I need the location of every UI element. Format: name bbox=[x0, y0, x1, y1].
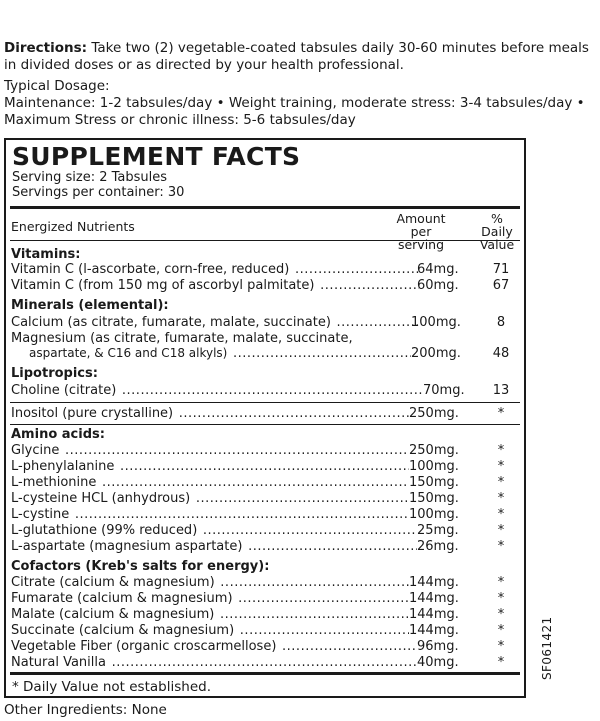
facts-title: SUPPLEMENT FACTS bbox=[12, 142, 301, 171]
nutrient-amount: 25mg. bbox=[417, 523, 459, 538]
nutrient-row bbox=[11, 623, 515, 638]
nutrient-row bbox=[11, 607, 515, 622]
header-divider bbox=[10, 206, 520, 209]
nutrient-name: Fumarate (calcium & magnesium) bbox=[11, 591, 233, 606]
nutrient-row bbox=[11, 459, 515, 474]
nutrient-amount: 144mg. bbox=[409, 607, 459, 622]
col-nutrients: Energized Nutrients bbox=[11, 219, 135, 234]
nutrient-name: Glycine bbox=[11, 443, 60, 458]
nutrient-row bbox=[11, 262, 515, 277]
nutrient-row bbox=[11, 539, 515, 554]
nutrient-row bbox=[11, 639, 515, 654]
nutrient-name: L-phenylalanine bbox=[11, 459, 115, 474]
nutrient-name: Citrate (calcium & magnesium) bbox=[11, 575, 215, 590]
nutrient-dv: * bbox=[497, 459, 505, 474]
section-amino-acids: Amino acids: bbox=[11, 427, 105, 442]
nutrient-name: L-glutathione (99% reduced) bbox=[11, 523, 198, 538]
nutrient-name: Natural Vanilla bbox=[11, 655, 106, 670]
nutrient-row bbox=[11, 507, 515, 522]
col-amount-line2: per serving bbox=[397, 224, 445, 252]
nutrient-dv: * bbox=[497, 655, 505, 670]
nutrient-dv: * bbox=[497, 475, 505, 490]
nutrient-name: L-cysteine HCL (anhydrous) bbox=[11, 491, 191, 506]
col-amount-line1: Amount bbox=[396, 211, 446, 226]
nutrient-name: Vegetable Fiber (organic croscarmellose) bbox=[11, 639, 277, 654]
section-minerals: Minerals (elemental): bbox=[11, 298, 169, 313]
nutrient-dv: 67 bbox=[492, 278, 510, 293]
nutrient-name: Malate (calcium & magnesium) bbox=[11, 607, 215, 622]
nutrient-row bbox=[11, 575, 515, 590]
nutrient-dv: 71 bbox=[492, 262, 510, 277]
nutrient-name: Calcium (as citrate, fumarate, malate, succinate) bbox=[11, 315, 331, 330]
nutrient-row bbox=[11, 443, 515, 458]
nutrient-name: Succinate (calcium & magnesium) bbox=[11, 623, 235, 638]
directions-block bbox=[4, 40, 596, 129]
nutrient-dv: * bbox=[497, 539, 505, 554]
section-vitamins: Vitamins: bbox=[11, 247, 81, 262]
nutrient-dv: * bbox=[497, 507, 505, 522]
serving-size: Serving size: 2 Tabsules bbox=[12, 170, 168, 185]
nutrient-dv: * bbox=[497, 406, 505, 421]
nutrient-dv: 13 bbox=[492, 383, 510, 398]
nutrient-name: Vitamin C (l-ascorbate, corn-free, reduced) bbox=[11, 262, 290, 277]
dosage-line-2: Maximum Stress or chronic illness: 5-6 tabsules/day bbox=[4, 112, 356, 128]
nutrient-dv: * bbox=[497, 607, 505, 622]
nutrient-name: L-aspartate (magnesium aspartate) bbox=[11, 539, 243, 554]
nutrient-dv: * bbox=[497, 623, 505, 638]
product-code: SF061421 bbox=[540, 616, 554, 680]
nutrient-amount: 150mg. bbox=[409, 491, 459, 506]
nutrient-name: Inositol (pure crystalline) bbox=[11, 406, 174, 421]
divider bbox=[10, 402, 520, 403]
nutrient-row bbox=[11, 475, 515, 490]
nutrient-amount: 144mg. bbox=[409, 623, 459, 638]
nutrient-dv: * bbox=[497, 575, 505, 590]
nutrient-dv: 8 bbox=[496, 315, 506, 330]
directions-body: Take two (2) vegetable-coated tabsules daily 30-60 minutes before meals in divided doses or as directed by your health professional. bbox=[4, 40, 589, 73]
nutrient-row-line1 bbox=[11, 331, 515, 346]
nutrient-dv: * bbox=[497, 443, 505, 458]
nutrient-amount: 70mg. bbox=[423, 383, 465, 398]
supplement-facts-panel bbox=[4, 138, 526, 698]
nutrient-name: L-cystine bbox=[11, 507, 70, 522]
nutrient-row bbox=[11, 591, 515, 606]
nutrient-name-cont: aspartate, & C16 and C18 alkyls) bbox=[29, 346, 228, 360]
nutrient-row bbox=[11, 523, 515, 538]
nutrient-amount: 100mg. bbox=[409, 459, 459, 474]
col-daily-value bbox=[476, 212, 518, 251]
servings-per-container: Servings per container: 30 bbox=[12, 185, 185, 200]
nutrient-amount: 96mg. bbox=[417, 639, 459, 654]
nutrient-amount: 150mg. bbox=[409, 475, 459, 490]
nutrient-row bbox=[11, 315, 515, 330]
nutrient-row bbox=[11, 406, 515, 421]
nutrient-amount: 40mg. bbox=[417, 655, 459, 670]
nutrient-amount: 26mg. bbox=[417, 539, 459, 554]
dosage-line-1: Maintenance: 1-2 tabsules/day • Weight training, moderate stress: 3-4 tabsules/day • bbox=[4, 95, 585, 111]
nutrient-amount: 100mg. bbox=[409, 507, 459, 522]
nutrient-name: Magnesium (as citrate, fumarate, malate, succinate, bbox=[11, 331, 353, 346]
directions-label: Directions: bbox=[4, 40, 88, 56]
nutrient-dv: * bbox=[497, 591, 505, 606]
nutrient-amount: 144mg. bbox=[409, 575, 459, 590]
nutrient-name: L-methionine bbox=[11, 475, 97, 490]
nutrient-row bbox=[11, 278, 515, 293]
col-dv-line2: Value bbox=[479, 237, 515, 252]
nutrient-dv: 48 bbox=[492, 346, 510, 361]
footer-divider bbox=[10, 672, 520, 675]
directions-text bbox=[4, 40, 596, 74]
nutrient-amount: 250mg. bbox=[409, 406, 459, 421]
nutrient-dv: * bbox=[497, 523, 505, 538]
col-amount bbox=[386, 212, 456, 251]
nutrient-amount: 60mg. bbox=[417, 278, 459, 293]
nutrient-row bbox=[11, 383, 515, 398]
nutrient-amount: 144mg. bbox=[409, 591, 459, 606]
nutrient-amount: 64mg. bbox=[417, 262, 459, 277]
col-dv-line1: % Daily bbox=[481, 211, 513, 239]
nutrient-row bbox=[11, 655, 515, 670]
nutrient-name: Choline (citrate) bbox=[11, 383, 117, 398]
nutrient-row bbox=[11, 346, 515, 361]
section-cofactors: Cofactors (Kreb's salts for energy): bbox=[11, 559, 270, 574]
nutrient-amount: 250mg. bbox=[409, 443, 459, 458]
nutrient-amount: 200mg. bbox=[411, 346, 461, 361]
nutrient-dv: * bbox=[497, 491, 505, 506]
nutrient-dv: * bbox=[497, 639, 505, 654]
nutrient-amount: 100mg. bbox=[411, 315, 461, 330]
other-ingredients: Other Ingredients: None bbox=[4, 702, 167, 718]
footnote: * Daily Value not established. bbox=[12, 679, 211, 695]
nutrient-row bbox=[11, 491, 515, 506]
nutrient-name: Vitamin C (from 150 mg of ascorbyl palmitate) bbox=[11, 278, 315, 293]
dosage-label: Typical Dosage: bbox=[4, 78, 110, 94]
section-lipotropics: Lipotropics: bbox=[11, 366, 98, 381]
columns-divider bbox=[10, 240, 520, 241]
divider bbox=[10, 424, 520, 425]
